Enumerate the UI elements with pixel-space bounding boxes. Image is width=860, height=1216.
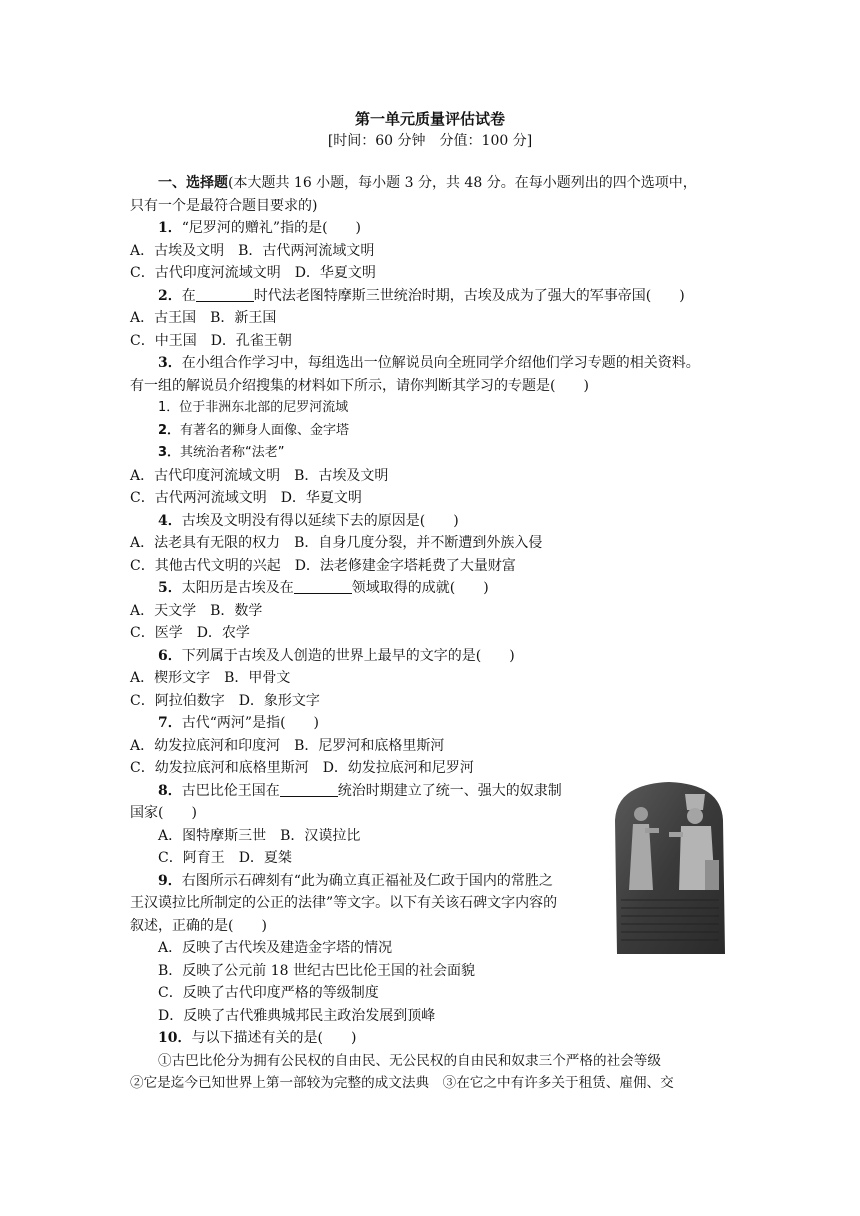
question-text-cont: 王汉谟拉比所制定的公正的法律”等文字。以下有关该石碑文字内容的 (130, 895, 558, 911)
stele-image (607, 780, 731, 954)
fill-blank (280, 782, 338, 797)
option-row: A．法老具有无限的权力 B．自身几度分裂，并不断遭到外族入侵 (130, 535, 543, 551)
option-row: C．幼发拉底河和底格里斯河 D．幼发拉底河和尼罗河 (130, 760, 474, 776)
question-number: 5． (158, 580, 182, 596)
question-text: 古巴比伦王国在 (181, 782, 280, 799)
question-5 (130, 577, 738, 600)
question-4 (130, 510, 738, 533)
material-item: 2．有著名的狮身人面像、金字塔 (158, 422, 350, 438)
option-row: A．天文学 B．数学 (130, 602, 263, 619)
question-text-cont: 国家( ) (130, 805, 197, 821)
question-text: 时代法老图特摩斯三世统治时期，古埃及成为了强大的军事帝国( ) (253, 287, 685, 304)
question-3 (130, 352, 738, 375)
question-number: 9． (158, 872, 182, 889)
section-desc-cont: 只有一个是最符合题目要求的) (130, 197, 318, 214)
question-number: 8． (158, 782, 182, 799)
question-text: 在 (181, 287, 196, 304)
statement-row: ②它是迄今已知世界上第一部较为完整的成文法典 ③在它之中有许多关于租赁、雇佣、交 (130, 1075, 674, 1091)
material-item: 3．其统治者称“法老” (158, 445, 285, 460)
option-row: C．其他古代文明的兴起 D．法老修建金字塔耗费了大量财富 (130, 557, 516, 574)
page-subtitle: [时间：60 分钟 分值：100 分] (327, 133, 533, 149)
option-row: C．古代两河流域文明 D．华夏文明 (130, 490, 362, 506)
question-text: 右图所示石碑刻有“此为确立真正福祉及仁政于国内的常胜之 (181, 872, 553, 889)
option-row: A．图特摩斯三世 B．汉谟拉比 (158, 827, 361, 844)
question-text: 在小组合作学习中，每组选出一位解说员向全班同学介绍他们学习专题的相关资料。 (181, 355, 700, 371)
page-title: 第一单元质量评估试卷 (354, 110, 505, 128)
question-text: 下列属于古埃及人创造的世界上最早的文字的是( ) (181, 647, 515, 664)
material-item: 1．位于非洲东北部的尼罗河流域 (158, 400, 349, 415)
question-10 (130, 1027, 738, 1050)
question-number: 7． (158, 715, 182, 731)
section-desc: (本大题共 16 小题，每小题 3 分，共 48 分。在每小题列出的四个选项中， (228, 175, 697, 191)
option-row: C．中王国 D．孔雀王朝 (130, 332, 292, 349)
question-text: 古埃及文明没有得以延续下去的原因是( ) (181, 512, 459, 529)
question-number: 4． (158, 512, 182, 529)
option-row: C．阿拉伯数字 D．象形文字 (130, 692, 320, 709)
question-list (130, 172, 738, 1095)
fill-blank (196, 287, 254, 302)
option-row: A．反映了古代埃及建造金字塔的情况 (158, 940, 393, 956)
option-row: C．反映了古代印度严格的等级制度 (158, 985, 379, 1001)
question-7 (130, 712, 738, 735)
option-row: B．反映了公元前 18 世纪古巴比伦王国的社会面貌 (158, 962, 476, 979)
statement-row: ①古巴比伦分为拥有公民权的自由民、无公民权的自由民和奴隶三个严格的社会等级 (158, 1052, 661, 1069)
section-heading (130, 172, 738, 195)
option-row: A．古王国 B．新王国 (130, 310, 277, 326)
question-text: 古代“两河”是指( ) (181, 715, 319, 731)
fill-blank (294, 579, 352, 594)
option-row: C．医学 D．农学 (130, 625, 250, 641)
question-2 (130, 285, 738, 308)
option-row: D．反映了古代雅典城邦民主政治发展到顶峰 (158, 1007, 436, 1024)
question-number: 10． (158, 1030, 192, 1046)
question-text: 太阳历是古埃及在 (181, 580, 294, 596)
section-title: 一、选择题 (158, 175, 228, 191)
question-text: 领域取得的成就( ) (351, 580, 489, 596)
question-text: 与以下描述有关的是( ) (191, 1030, 357, 1046)
question-number: 1． (158, 220, 182, 236)
option-row: C．阿育王 D．夏桀 (158, 850, 292, 866)
option-row: A．古埃及文明 B．古代两河流域文明 (130, 242, 375, 259)
question-1 (130, 217, 738, 240)
question-number: 2． (158, 287, 182, 304)
option-row: C．古代印度河流域文明 D．华夏文明 (130, 265, 376, 281)
option-row: A．楔形文字 B．甲骨文 (130, 670, 291, 686)
question-text-cont: 有一组的解说员介绍搜集的材料如下所示，请你判断其学习的专题是( ) (130, 377, 589, 394)
question-text: “尼罗河的赠礼”指的是( ) (181, 220, 361, 236)
question-text: 统治时期建立了统一、强大的奴隶制 (337, 782, 562, 799)
question-number: 6． (158, 647, 182, 664)
option-row: A．幼发拉底河和印度河 B．尼罗河和底格里斯河 (130, 737, 445, 754)
question-text-cont: 叙述，正确的是( ) (130, 917, 267, 934)
question-number: 3． (158, 355, 182, 371)
option-row: A．古代印度河流域文明 B．古埃及文明 (130, 467, 389, 484)
question-6 (130, 645, 738, 668)
